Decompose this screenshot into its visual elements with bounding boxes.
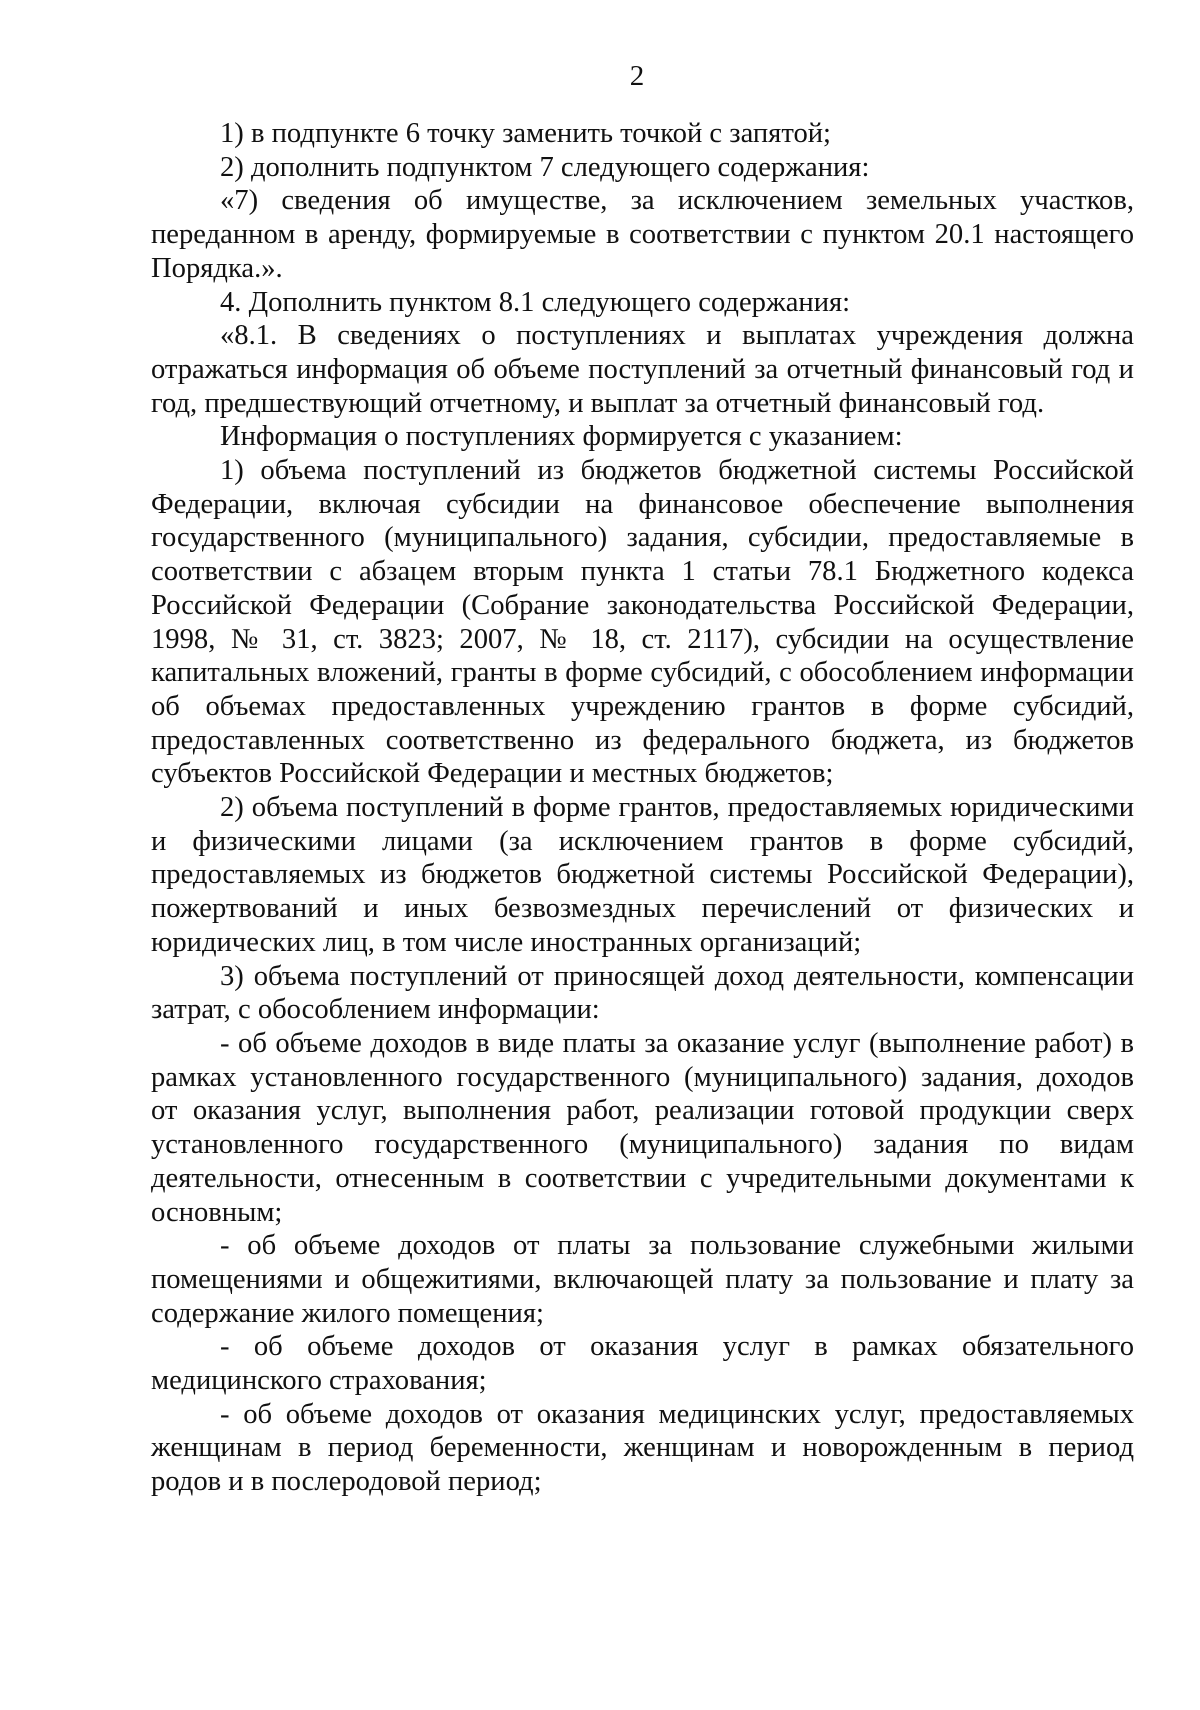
paragraph-income-medical: - об объеме доходов от оказания медицинских услуг, предоставляемых женщинам в период беременности, женщинам и новорожденным в период родов и в послеродовой период;: [151, 1398, 1134, 1498]
paragraph-item-4: 4. Дополнить пунктом 8.1 следующего содержания:: [220, 286, 851, 318]
page-number: 2: [629, 60, 645, 92]
paragraph-item-8-1: «8.1. В сведениях о поступлениях и выплатах учреждения должна отражаться информация об объеме поступлений за отчетный финансовый год и год, предшествующий отчетному, и выплат за отчетный финансовый год.: [151, 320, 1134, 419]
paragraph-subitem-1: 1) в подпункте 6 точку заменить точкой с запятой;: [220, 118, 831, 149]
paragraph-receipts-3: 3) объема поступлений от приносящей доход деятельности, компенсации затрат, с обособлением информации:: [151, 960, 1134, 1026]
paragraph-receipts-intro: Информация о поступлениях формируется с указанием:: [220, 421, 903, 453]
paragraph-subitem-2: 2) дополнить подпунктом 7 следующего содержания:: [220, 151, 870, 183]
paragraph-receipts-1: 1) объема поступлений из бюджетов бюджетной системы Российской Федерации, включая субсидии на финансовое обеспечение выполнения государственного (муниципального) задания, субсидии, предоставляемые в соответствии с абзацем вторым пункта 1 статьи 78.1 Бюджетного кодекса Российской Федерации (Собрание законодательства Российской Федерации, 1998, № 31, ст. 3823; 2007, № 18, ст. 2117), субсидии на осуществление капитальных вложений, гранты в форме субсидий, с обособлением информации об объемах предоставленных учреждению грантов в форме субсидий, предоставленных соответственно из федерального бюджета, из бюджетов субъектов Российской Федерации и местных бюджетов;: [151, 455, 1134, 790]
paragraph-income-services: - об объеме доходов в виде платы за оказание услуг (выполнение работ) в рамках установленного государственного (муниципального) задания, доходов от оказания услуг, выполнения работ, реализации готовой продукции сверх установленного государственного (муниципального) задания по видам деятельности, отнесенным в соответствии с учредительными документами к основным;: [151, 1027, 1134, 1228]
document-body: [151, 117, 1134, 1499]
paragraph-income-housing: - об объеме доходов от платы за пользование служебными жилыми помещениями и общежитиями, включающей плату за пользование и плату за содержание жилого помещения;: [151, 1230, 1134, 1329]
paragraph-receipts-2: 2) объема поступлений в форме грантов, предоставляемых юридическими и физическими лицами (за исключением грантов в форме субсидий, предоставляемых из бюджетов бюджетной системы Российской Федерации), пожертвований и иных безвозмездных перечислений от физических и юридических лиц, в том числе иностранных организаций;: [151, 792, 1134, 958]
paragraph-income-insurance: - об объеме доходов от оказания услуг в рамках обязательного медицинского страхования;: [151, 1331, 1134, 1397]
paragraph-subitem-7-text: «7) сведения об имуществе, за исключением земельных участков, переданном в аренду, формируемые в соответствии с пунктом 20.1 настоящего Порядка.».: [151, 185, 1134, 284]
